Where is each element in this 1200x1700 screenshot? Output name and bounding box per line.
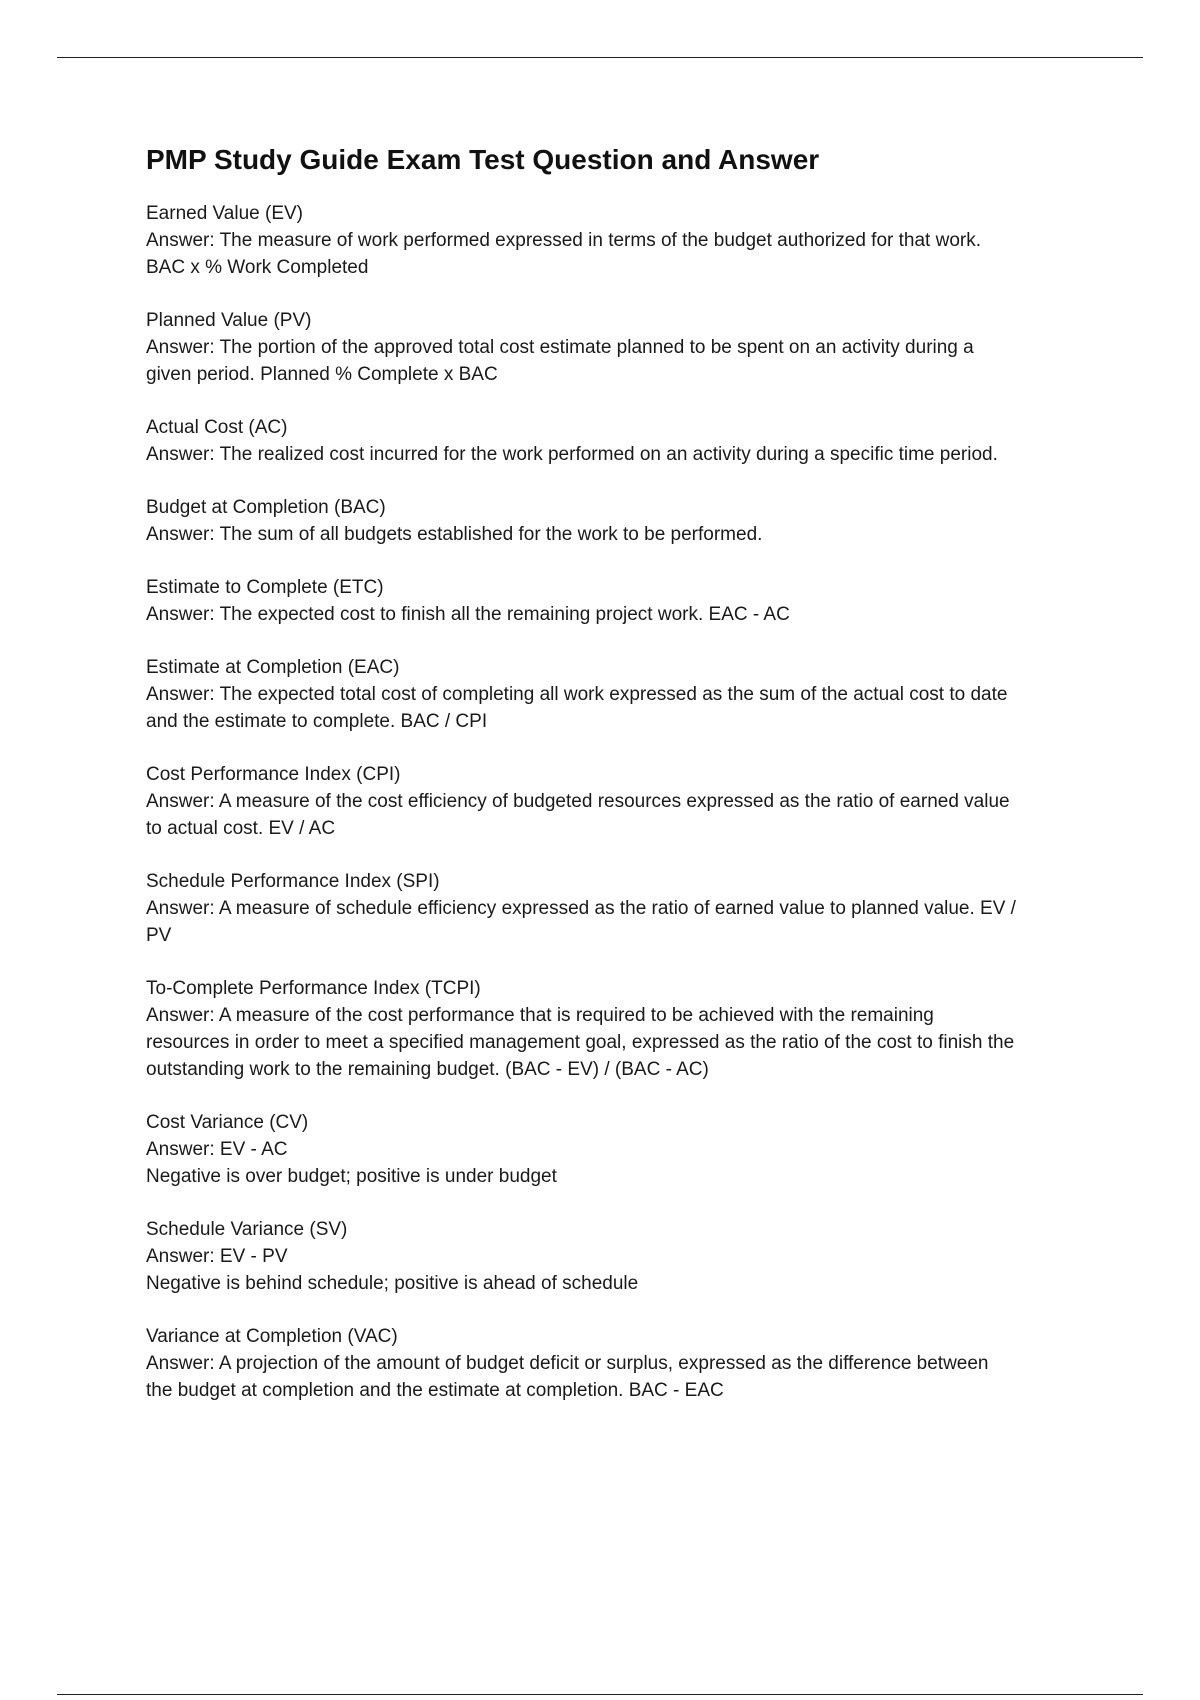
glossary-entry: [146, 1323, 1096, 1404]
entry-term: Cost Performance Index (CPI): [146, 764, 401, 786]
glossary-entry: [146, 414, 1096, 468]
entry-term: Estimate to Complete (ETC): [146, 577, 384, 599]
entry-term: Schedule Performance Index (SPI): [146, 871, 440, 893]
entry-term: Earned Value (EV): [146, 203, 304, 225]
glossary-entry: [146, 654, 1096, 735]
page-title: PMP Study Guide Exam Test Question and Answer: [146, 144, 820, 175]
entry-line: Negative is behind schedule; positive is ahead of schedule: [146, 1273, 639, 1295]
entry-line: given period. Planned % Complete x BAC: [146, 364, 498, 386]
footer-rule: [57, 1694, 1143, 1695]
entry-line: Answer: A measure of schedule efficiency expressed as the ratio of earned value to planned value. EV /: [146, 898, 1016, 920]
glossary-entry: [146, 574, 1096, 628]
entry-line: outstanding work to the remaining budget. (BAC - EV) / (BAC - AC): [146, 1059, 709, 1081]
entry-line: to actual cost. EV / AC: [146, 818, 336, 840]
glossary-entry: [146, 975, 1096, 1083]
entry-term: Budget at Completion (BAC): [146, 497, 386, 519]
entry-line: Answer: EV - AC: [146, 1139, 288, 1161]
entry-line: PV: [146, 925, 172, 947]
entry-line: Answer: The expected total cost of completing all work expressed as the sum of the actual cost to date: [146, 684, 1008, 706]
entry-term: Planned Value (PV): [146, 310, 312, 332]
glossary-entry: [146, 1109, 1096, 1190]
entry-line: Answer: A projection of the amount of budget deficit or surplus, expressed as the difference between: [146, 1353, 989, 1375]
glossary-entry: [146, 494, 1096, 548]
entry-line: Answer: The expected cost to finish all the remaining project work. EAC - AC: [146, 604, 790, 626]
entry-line: Answer: A measure of the cost efficiency of budgeted resources expressed as the ratio of earned value: [146, 791, 1010, 813]
glossary-entry: [146, 1216, 1096, 1297]
document-body: [146, 142, 1096, 1430]
glossary-entry: [146, 761, 1096, 842]
entry-line: Answer: EV - PV: [146, 1246, 288, 1268]
entry-line: Answer: The realized cost incurred for the work performed on an activity during a specific time period.: [146, 444, 998, 466]
entry-term: Variance at Completion (VAC): [146, 1326, 398, 1348]
entry-line: Answer: The portion of the approved total cost estimate planned to be spent on an activity during a: [146, 337, 974, 359]
entry-term: Estimate at Completion (EAC): [146, 657, 400, 679]
entry-line: Answer: The measure of work performed expressed in terms of the budget authorized for that work.: [146, 230, 981, 252]
entry-term: Schedule Variance (SV): [146, 1219, 348, 1241]
entry-term: Actual Cost (AC): [146, 417, 288, 439]
glossary-entry: [146, 307, 1096, 388]
entry-term: Cost Variance (CV): [146, 1112, 309, 1134]
entry-line: resources in order to meet a specified management goal, expressed as the ratio of the cost to finish the: [146, 1032, 1015, 1054]
entry-line: Answer: The sum of all budgets established for the work to be performed.: [146, 524, 763, 546]
entry-line: BAC x % Work Completed: [146, 257, 369, 279]
entry-term: To-Complete Performance Index (TCPI): [146, 978, 481, 1000]
glossary-entry: [146, 868, 1096, 949]
header-rule: [57, 57, 1143, 58]
glossary-entry: [146, 200, 1096, 281]
entry-line: Answer: A measure of the cost performance that is required to be achieved with the remaining: [146, 1005, 934, 1027]
entry-line: and the estimate to complete. BAC / CPI: [146, 711, 488, 733]
entry-line: the budget at completion and the estimate at completion. BAC - EAC: [146, 1380, 724, 1402]
entry-line: Negative is over budget; positive is under budget: [146, 1166, 557, 1188]
